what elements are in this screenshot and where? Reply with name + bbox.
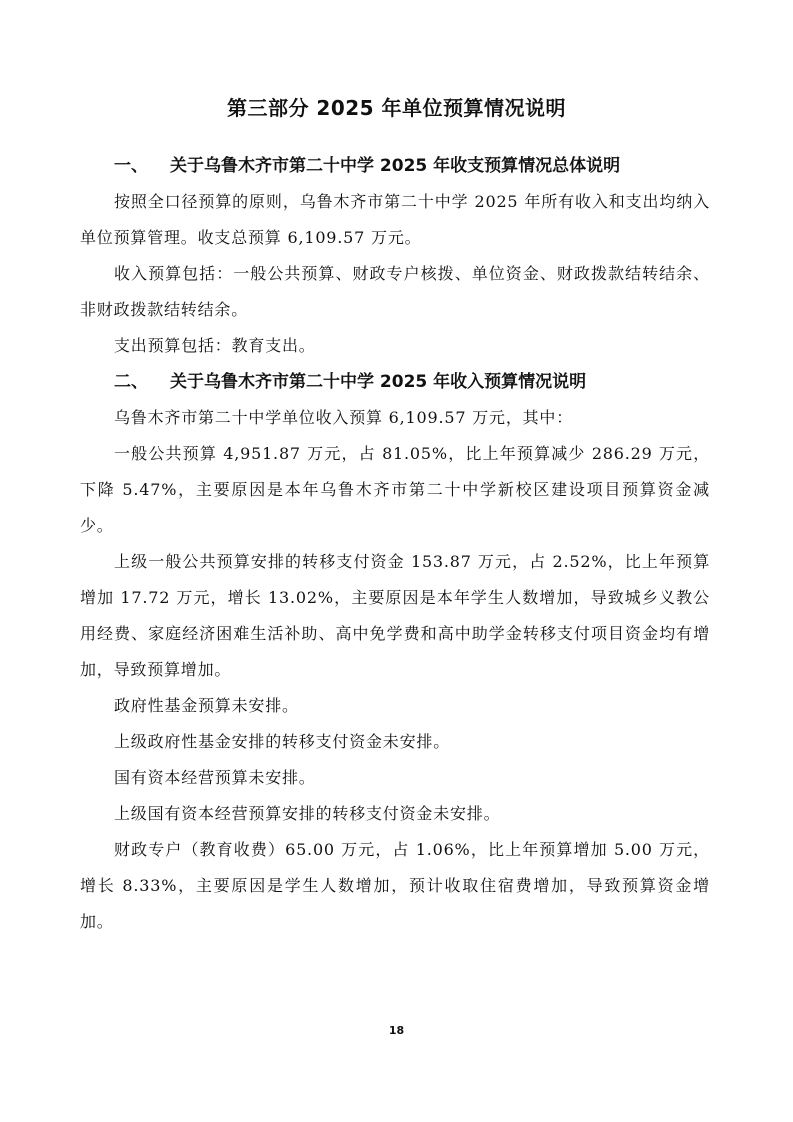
section-heading-1 [80,148,710,184]
paragraph: 按照全口径预算的原则，乌鲁木齐市第二十中学 2025 年所有收入和支出均纳入单位预算管理。收支总预算 6,109.57 万元。 [80,192,710,247]
section-heading-text: 关于乌鲁木齐市第二十中学 2025 年收支预算情况总体说明 [170,156,621,176]
paragraph: 收入预算包括：一般公共预算、财政专户核拨、单位资金、财政拨款结转结余、非财政拨款结转结余。 [80,264,710,319]
paragraph: 支出预算包括：教育支出。 [114,336,316,355]
paragraph: 政府性基金预算未安排。 [114,696,299,715]
page-number: 18 [388,1024,405,1037]
section-number: 一、 [114,156,148,176]
page-title: 第三部分 2025 年单位预算情况说明 [226,96,567,120]
section-heading-2 [80,364,710,400]
paragraph: 一般公共预算 4,951.87 万元，占 81.05%，比上年预算减少 286.29 万元，下降 5.47%，主要原因是本年乌鲁木齐市第二十中学新校区建设项目预算资金减少。 [80,444,710,535]
paragraph: 上级国有资本经营预算安排的转移支付资金未安排。 [114,804,501,823]
paragraph: 乌鲁木齐市第二十中学单位收入预算 6,109.57 万元，其中： [114,408,574,427]
paragraph: 上级政府性基金安排的转移支付资金未安排。 [114,732,451,751]
document-body [80,148,710,940]
paragraph: 国有资本经营预算未安排。 [114,768,316,787]
paragraph: 财政专户（教育收费）65.00 万元，占 1.06%，比上年预算增加 5.00 万元，增长 8.33%，主要原因是学生人数增加，预计收取住宿费增加，导致预算资金增加。 [80,840,710,931]
section-heading-text: 关于乌鲁木齐市第二十中学 2025 年收入预算情况说明 [170,372,587,392]
section-number: 二、 [114,372,148,392]
paragraph: 上级一般公共预算安排的转移支付资金 153.87 万元，占 2.52%，比上年预算增加 17.72 万元，增长 13.02%，主要原因是本年学生人数增加，导致城乡义教公用经费、家庭经济困难生活补助、高中免学费和高中助学金转移支付项目资金均有增加，导致预算增加。 [80,552,710,679]
